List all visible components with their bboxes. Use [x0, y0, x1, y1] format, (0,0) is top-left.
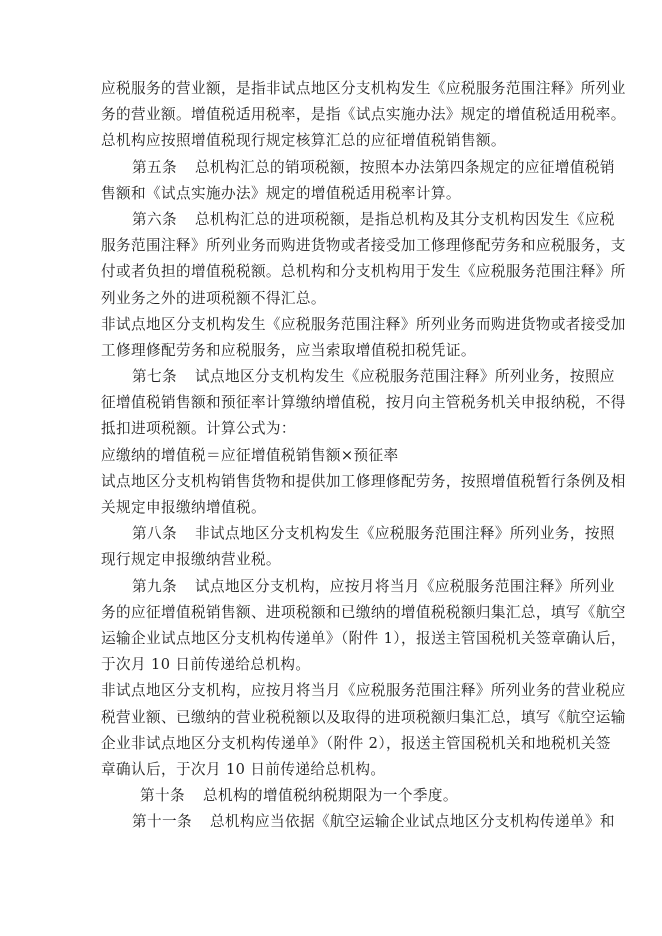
article-6-line [101, 207, 615, 233]
article-number: 第九条 [132, 577, 177, 595]
article-8-line [101, 521, 615, 547]
text-line: 现行规定申报缴纳营业税。 [101, 551, 281, 569]
text-line: 于次月 10 日前传递给总机构。 [101, 656, 311, 674]
article-text: 总机构应当依据《航空运输企业试点地区分支机构传递单》和 [209, 813, 615, 831]
text-line: 工修理修配劳务和应税服务，应当索取增值税扣税凭证。 [101, 341, 476, 359]
article-text: 总机构汇总的进项税额，是指总机构及其分支机构因发生《应税 [194, 210, 615, 228]
text-line: 非试点地区分支机构，应按月将当月《应税服务范围注释》所列业务的营业税应 [101, 682, 626, 700]
article-7-line [101, 364, 615, 390]
text-line: 非试点地区分支机构发生《应税服务范围注释》所列业务而购进货物或者接受加 [101, 315, 626, 333]
article-text: 试点地区分支机构，应按月将当月《应税服务范围注释》所列业 [194, 577, 615, 595]
text-line: 务的营业额。增值税适用税率，是指《试点实施办法》规定的增值税适用税率。 [101, 106, 626, 124]
text-line: 运输企业试点地区分支机构传递单》（附件 1），报送主管国税机关签章确认后， [101, 629, 626, 647]
article-text: 非试点地区分支机构发生《应税服务范围注释》所列业务，按照 [194, 525, 615, 543]
text-line: 付或者负担的增值税税额。总机构和分支机构用于发生《应税服务范围注释》所 [101, 263, 626, 281]
text-line: 征增值税销售额和预征率计算缴纳增值税，按月向主管税务机关申报纳税，不得 [101, 394, 626, 412]
article-9-line [101, 574, 615, 600]
article-number: 第十条 [140, 787, 185, 805]
text-line: 应税服务的营业额，是指非试点地区分支机构发生《应税服务范围注释》所列业 [101, 80, 626, 97]
text-line: 服务范围注释》所列业务而购进货物或者接受加工修理修配劳务和应税服务，支 [101, 237, 626, 255]
text-line: 售额和《试点实施办法》规定的增值税适用税率计算。 [101, 184, 461, 202]
article-10-line [101, 783, 571, 809]
text-line: 企业非试点地区分支机构传递单》（附件 2），报送主管国税机关和地税机关签 [101, 734, 611, 752]
text-line: 关规定申报缴纳增值税。 [101, 499, 266, 516]
text-line: 抵扣进项税额。计算公式为： [101, 420, 296, 438]
article-11-line [101, 809, 615, 835]
formula-line: 应缴纳的增值税＝应征增值税销售额×预征率 [101, 446, 399, 464]
article-number: 第十一条 [132, 813, 192, 831]
text-line: 务的应征增值税销售额、进项税额和已缴纳的增值税税额归集汇总，填写《航空 [101, 603, 626, 621]
text-line: 章确认后，于次月 10 日前传递给总机构。 [101, 760, 386, 778]
article-5-line [101, 155, 615, 181]
article-number: 第六条 [132, 210, 177, 228]
document-body [101, 76, 626, 835]
article-number: 第八条 [132, 525, 177, 543]
article-number: 第七条 [132, 368, 177, 386]
text-line: 试点地区分支机构销售货物和提供加工修理修配劳务，按照增值税暂行条例及相 [101, 472, 626, 490]
article-text: 总机构的增值税纳税期限为一个季度。 [202, 787, 458, 805]
text-line: 税营业额、已缴纳的营业税税额以及取得的进项税额归集汇总，填写《航空运输 [101, 708, 626, 726]
article-number: 第五条 [132, 158, 177, 176]
article-text: 总机构汇总的销项税额，按照本办法第四条规定的应征增值税销 [194, 158, 615, 176]
article-text: 试点地区分支机构发生《应税服务范围注释》所列业务，按照应 [194, 368, 615, 386]
text-line: 总机构应按照增值税现行规定核算汇总的应征增值税销售额。 [101, 132, 506, 150]
text-line: 列业务之外的进项税额不得汇总。 [101, 289, 326, 307]
